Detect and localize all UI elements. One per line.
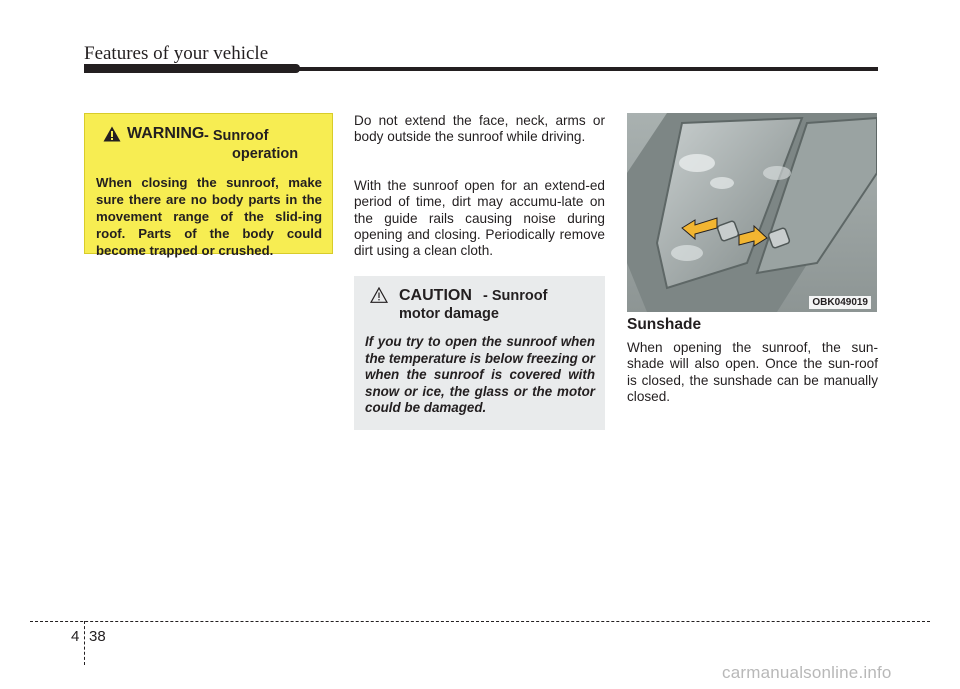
warning-subtitle-line2: operation bbox=[232, 146, 299, 162]
footer-rule bbox=[30, 621, 930, 622]
caution-box bbox=[354, 276, 605, 430]
page-number: 38 bbox=[89, 628, 106, 645]
warning-body: When closing the sunroof, make sure there are no body parts in the movement range of the slid-ing roof. Parts of the body could become trapped or crushed. bbox=[96, 175, 322, 258]
caution-label: CAUTION bbox=[399, 287, 472, 304]
photo-code: OBK049019 bbox=[809, 296, 871, 309]
sunroof-console-illustration bbox=[627, 113, 877, 312]
caution-heading bbox=[365, 286, 595, 328]
watermark[interactable]: carmanualsonline.info bbox=[722, 663, 892, 682]
warning-subtitle-line1: - Sunroof bbox=[204, 128, 269, 144]
paragraph-dirt: With the sunroof open for an extend-ed period of time, dirt may accumu-late on the guide rails causing noise during opening and closing. Periodically remove dirt using a clean cloth. bbox=[354, 178, 605, 259]
paragraph-extend-body: Do not extend the face, neck, arms or body outside the sunroof while driving. bbox=[354, 113, 605, 145]
sunshade-body: When opening the sunroof, the sun-shade will also open. Once the sun-roof is closed, the sunshade can be manually closed. bbox=[627, 340, 878, 404]
warning-subtitle bbox=[204, 127, 324, 163]
warning-heading bbox=[96, 124, 322, 164]
caution-subtitle-line2: motor damage bbox=[399, 306, 499, 322]
chapter-number: 4 bbox=[71, 628, 80, 645]
caution-triangle-icon bbox=[370, 287, 388, 303]
sunshade-title: Sunshade bbox=[627, 316, 702, 333]
warning-triangle-icon bbox=[103, 126, 121, 142]
caution-subtitle bbox=[399, 287, 599, 323]
caution-subtitle-line1: - Sunroof bbox=[483, 288, 548, 304]
warning-label: WARNING bbox=[127, 125, 205, 142]
warning-box bbox=[84, 113, 333, 258]
sunroof-photo bbox=[627, 113, 877, 312]
header-title: Features of your vehicle bbox=[84, 43, 269, 64]
header-rule-accent bbox=[84, 64, 300, 73]
caution-body: If you try to open the sunroof when the temperature is below freezing or when the sunroof is covered with snow or ice, the glass or the motor could be damaged. bbox=[365, 334, 595, 416]
footer-divider bbox=[84, 621, 85, 665]
